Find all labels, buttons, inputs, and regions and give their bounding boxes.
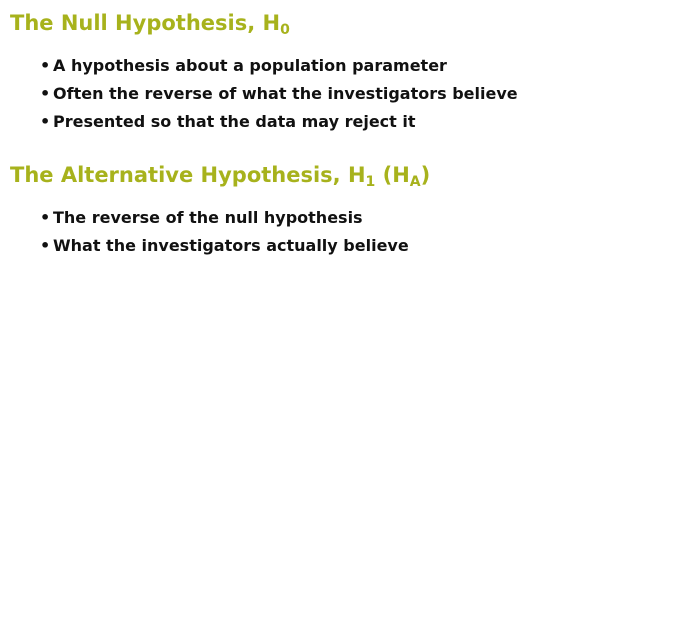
bullet-text: A hypothesis about a population parameter bbox=[53, 56, 447, 75]
null-hypothesis-bullet-list bbox=[40, 54, 518, 138]
bullet-icon: • bbox=[40, 112, 51, 131]
alternative-hypothesis-bullet bbox=[40, 206, 409, 234]
bullet-text: What the investigators actually believe bbox=[53, 236, 409, 255]
bullet-text: Presented so that the data may reject it bbox=[53, 112, 416, 131]
alternative-hypothesis-title-mid: (H bbox=[375, 163, 410, 187]
alternative-hypothesis-bullet bbox=[40, 234, 409, 262]
alternative-hypothesis-subscript-1: 1 bbox=[365, 174, 376, 190]
bullet-text: Often the reverse of what the investigators believe bbox=[53, 84, 518, 103]
alternative-hypothesis-title bbox=[10, 162, 430, 191]
null-hypothesis-bullet bbox=[40, 110, 518, 138]
null-hypothesis-title bbox=[10, 10, 290, 39]
bullet-text: The reverse of the null hypothesis bbox=[53, 208, 363, 227]
null-hypothesis-bullet bbox=[40, 54, 518, 82]
alternative-hypothesis-bullet-list bbox=[40, 206, 409, 262]
alternative-hypothesis-title-end: ) bbox=[420, 163, 431, 187]
alternative-hypothesis-subscript-a: A bbox=[409, 174, 421, 190]
alternative-hypothesis-title-text: The Alternative Hypothesis, H bbox=[10, 163, 366, 187]
null-hypothesis-title-text: The Null Hypothesis, H bbox=[10, 11, 281, 35]
bullet-icon: • bbox=[40, 56, 51, 75]
null-hypothesis-subscript: 0 bbox=[280, 22, 290, 38]
bullet-icon: • bbox=[40, 84, 51, 103]
bullet-icon: • bbox=[40, 236, 51, 255]
bullet-icon: • bbox=[40, 208, 51, 227]
null-hypothesis-bullet bbox=[40, 82, 518, 110]
